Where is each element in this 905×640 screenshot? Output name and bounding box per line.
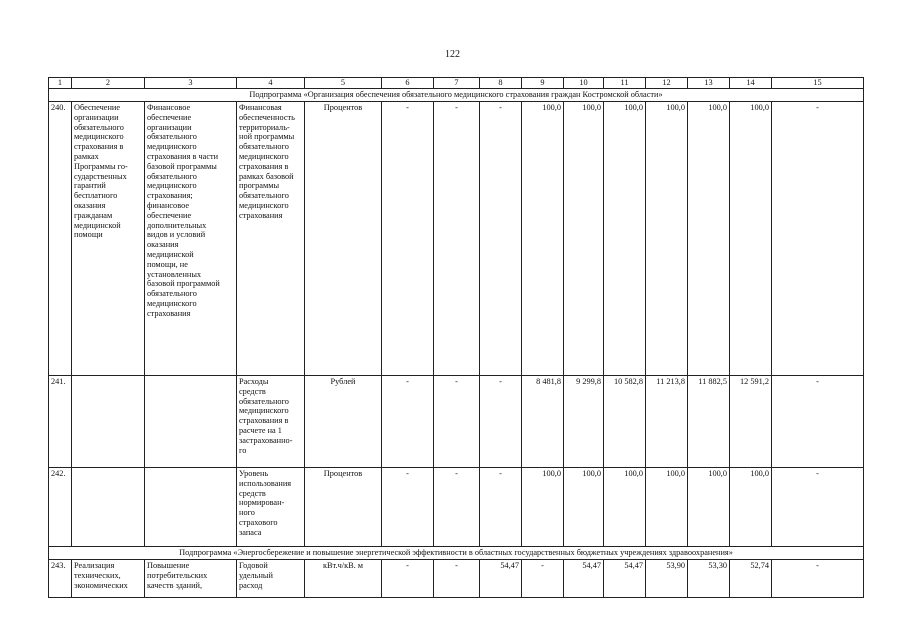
event-cell (72, 102, 145, 376)
value-cell: 100,0 (730, 468, 772, 547)
value-cell: 52,74 (730, 560, 772, 598)
subprogram-row (49, 547, 864, 560)
column-header: 13 (688, 78, 730, 89)
value-cell: 8 481,8 (522, 376, 564, 468)
column-header: 1 (49, 78, 72, 89)
column-header: 4 (237, 78, 305, 89)
value-cell: - (480, 468, 522, 547)
value-cell: 100,0 (646, 102, 688, 376)
indicator-cell (237, 468, 305, 547)
indicator-text: Финансовая обеспеченность территориаль- ной программы обязательного медицинского страхования в рамках базовой программы обязательного медицинского страхования (239, 103, 295, 220)
value-cell: 100,0 (688, 102, 730, 376)
column-header: 5 (305, 78, 382, 89)
subprogram-title: Подпрограмма «Организация обеспечения обязательного медицинского страхования граждан Костромской области» (49, 89, 864, 102)
value-cell: - (434, 468, 480, 547)
column-header: 3 (145, 78, 237, 89)
subprogram-title: Подпрограмма «Энергосбережение и повышение энергетической эффективности в областных государственных бюджетных учреждениях здравоохранения» (49, 547, 864, 560)
indicator-text: Уровень использования средств нормирован- ного страхового запаса (239, 469, 292, 537)
result-text: Повышение потребительских качеств зданий, (147, 561, 208, 590)
value-cell: - (434, 376, 480, 468)
unit-cell: Процентов (305, 468, 382, 547)
value-cell: 11 213,8 (646, 376, 688, 468)
value-cell: - (772, 560, 864, 598)
value-cell: 100,0 (522, 468, 564, 547)
result-cell (145, 560, 237, 598)
unit-cell: кВт.ч/кВ. м (305, 560, 382, 598)
subprogram-row (49, 89, 864, 102)
table-row (49, 560, 864, 598)
event-cell (72, 560, 145, 598)
column-header: 9 (522, 78, 564, 89)
value-cell: - (480, 102, 522, 376)
column-header: 15 (772, 78, 864, 89)
result-cell (145, 102, 237, 376)
event-text: Реализация технических, экономических (74, 561, 128, 590)
value-cell: - (382, 468, 434, 547)
value-cell: - (772, 376, 864, 468)
unit-cell: Процентов (305, 102, 382, 376)
value-cell: 100,0 (646, 468, 688, 547)
value-cell: - (434, 560, 480, 598)
value-cell: 54,47 (604, 560, 646, 598)
event-text: Обеспечение организации обязательного медицинского страхования в рамках Программы го- сударственных гарантий бесплатного оказания гражданам медицинской помощи (74, 103, 128, 240)
row-number: 243. (49, 560, 72, 598)
value-cell: 100,0 (522, 102, 564, 376)
event-cell (72, 468, 145, 547)
table-row (49, 376, 864, 468)
value-cell: 100,0 (564, 102, 604, 376)
row-number: 242. (49, 468, 72, 547)
column-header: 8 (480, 78, 522, 89)
table-row (49, 468, 864, 547)
column-header: 10 (564, 78, 604, 89)
result-cell (145, 376, 237, 468)
value-cell: - (382, 376, 434, 468)
row-number: 241. (49, 376, 72, 468)
event-cell (72, 376, 145, 468)
row-number: 240. (49, 102, 72, 376)
unit-cell: Рублей (305, 376, 382, 468)
column-header: 6 (382, 78, 434, 89)
value-cell: 100,0 (604, 468, 646, 547)
column-header: 14 (730, 78, 772, 89)
indicators-table (48, 77, 864, 598)
page-number: 122 (445, 49, 460, 60)
value-cell: 9 299,8 (564, 376, 604, 468)
value-cell: 54,47 (480, 560, 522, 598)
value-cell: 100,0 (564, 468, 604, 547)
column-header: 11 (604, 78, 646, 89)
column-header: 7 (434, 78, 480, 89)
value-cell: 100,0 (730, 102, 772, 376)
indicator-cell (237, 376, 305, 468)
value-cell: - (772, 102, 864, 376)
column-header: 2 (72, 78, 145, 89)
table-row (49, 102, 864, 376)
column-number-row (49, 78, 864, 89)
value-cell: 54,47 (564, 560, 604, 598)
value-cell: 10 582,8 (604, 376, 646, 468)
indicator-cell (237, 560, 305, 598)
value-cell: - (772, 468, 864, 547)
indicator-text: Расходы средств обязательного медицинского страхования в расчете на 1 застрахованно- го (239, 377, 293, 455)
value-cell: 12 591,2 (730, 376, 772, 468)
value-cell: - (480, 376, 522, 468)
result-text: Финансовое обеспечение организации обязательного медицинского страхования в части базовой программы обязательного медицинского страхования; финансовое обеспечение дополнительных видов и условий оказания медицинской помощи, не установленных базовой программой обязательного медицинского страхования (147, 103, 220, 318)
value-cell: - (522, 560, 564, 598)
value-cell: 100,0 (604, 102, 646, 376)
indicator-cell (237, 102, 305, 376)
value-cell: - (382, 102, 434, 376)
result-cell (145, 468, 237, 547)
value-cell: 53,90 (646, 560, 688, 598)
value-cell: 100,0 (688, 468, 730, 547)
value-cell: - (382, 560, 434, 598)
value-cell: 53,30 (688, 560, 730, 598)
indicator-text: Годовой удельный расход (239, 561, 273, 590)
value-cell: - (434, 102, 480, 376)
value-cell: 11 882,5 (688, 376, 730, 468)
column-header: 12 (646, 78, 688, 89)
